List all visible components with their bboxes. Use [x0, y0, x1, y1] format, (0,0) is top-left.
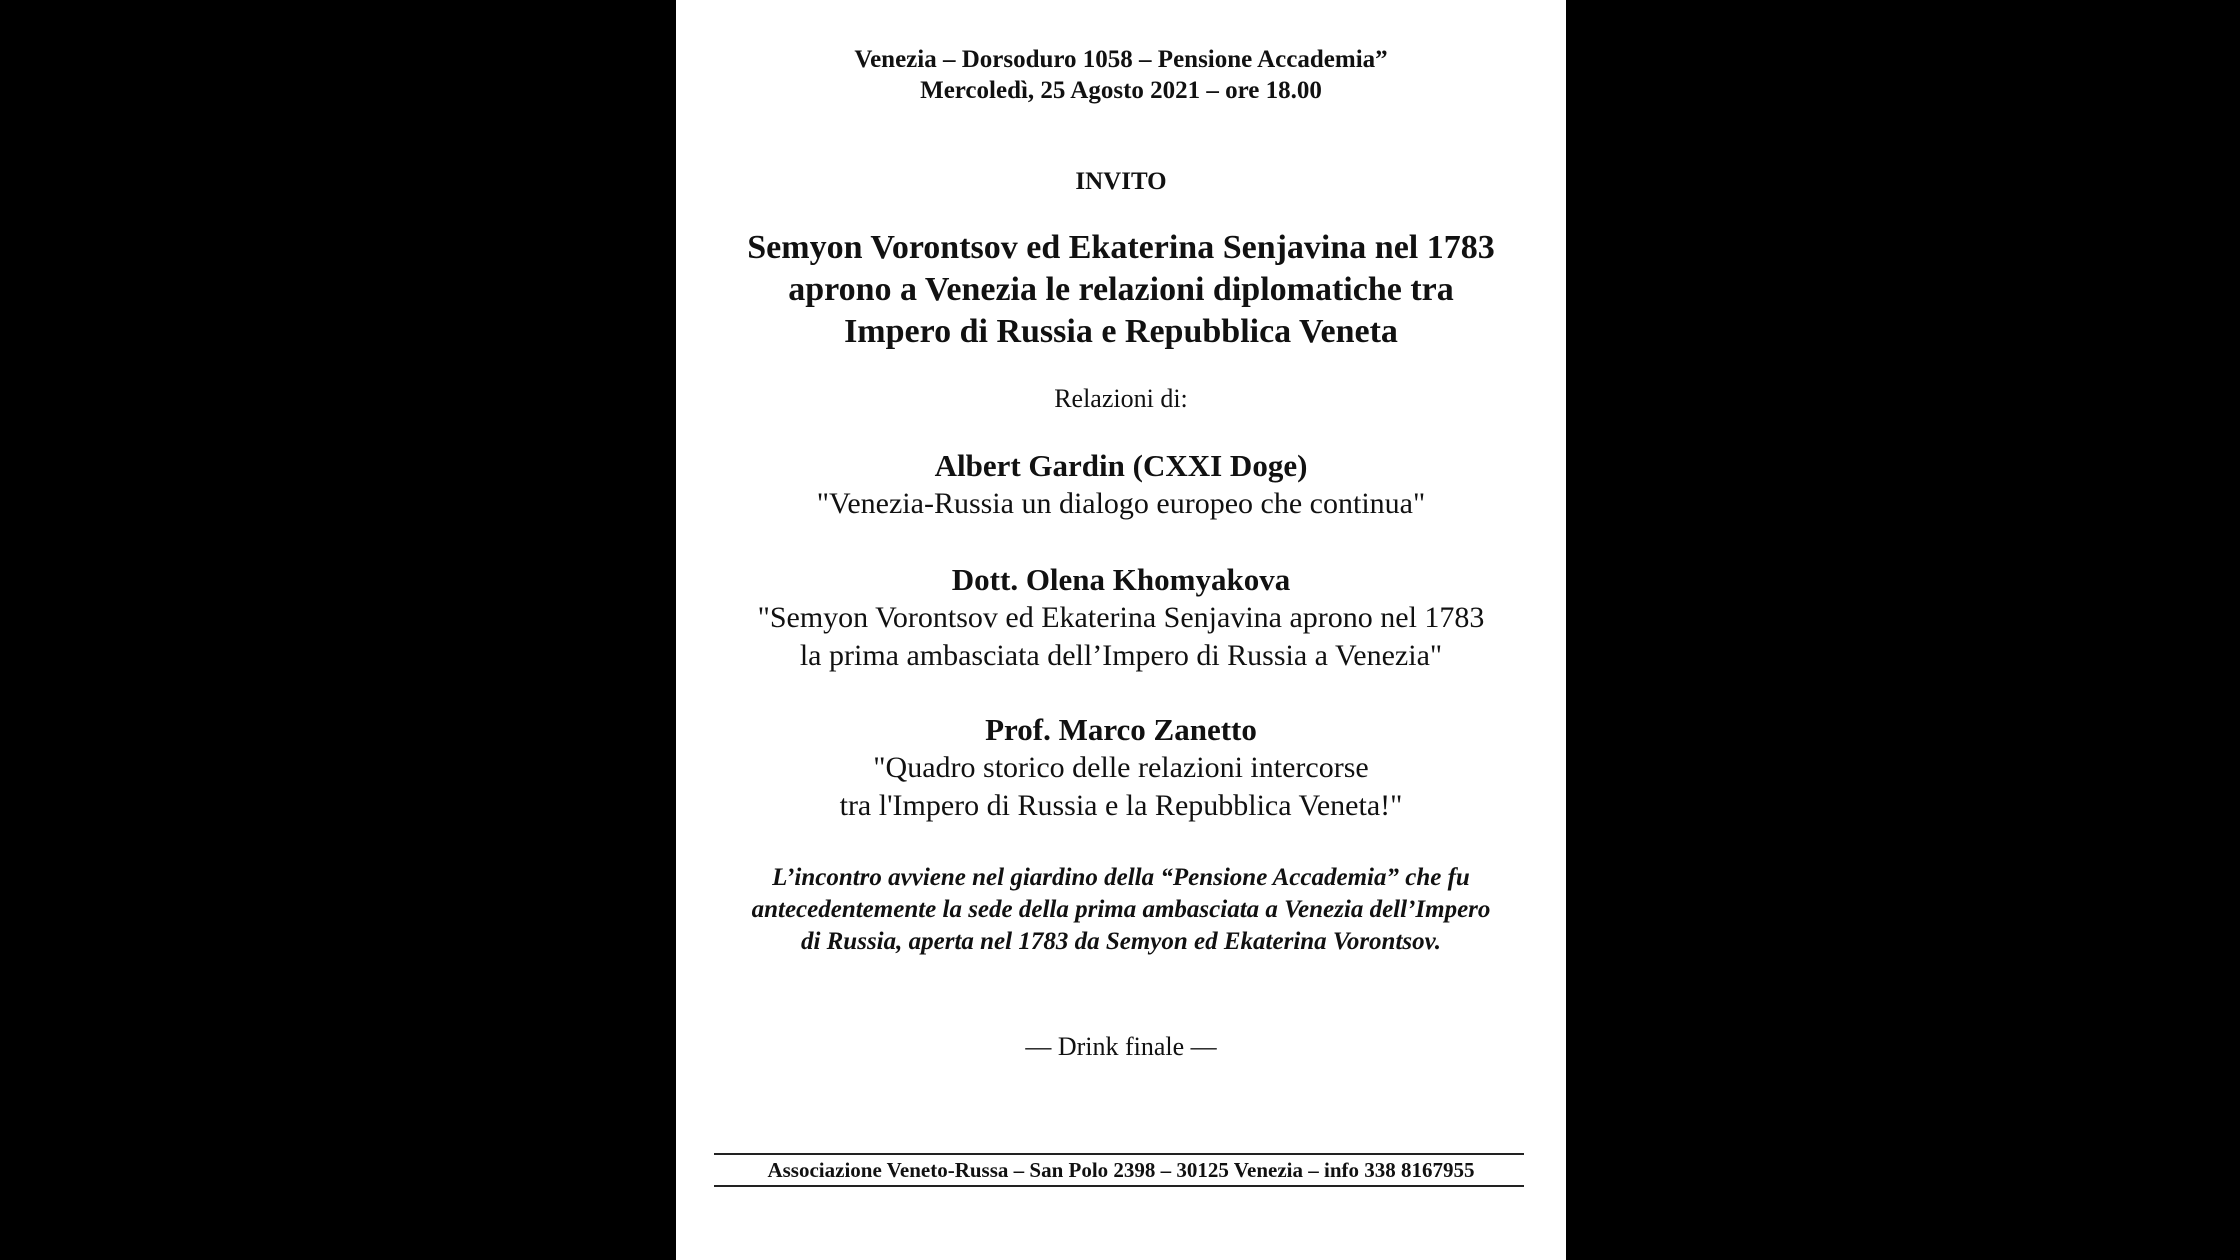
venue-header — [676, 44, 1566, 106]
talk-title — [676, 599, 1566, 675]
talk-title — [676, 485, 1566, 523]
talk-title-line: "Semyon Vorontsov ed Ekaterina Senjavina aprono nel 1783 — [757, 601, 1485, 634]
invitation-page — [676, 0, 1566, 1260]
footer-divider-top — [714, 1153, 1524, 1155]
speaker-block — [676, 447, 1566, 523]
invito-heading: INVITO — [1075, 168, 1167, 195]
talk-title — [676, 749, 1566, 825]
note-line-1: L’incontro avviene nel giardino della “Pensione Accademia” che fu — [772, 864, 1470, 891]
speaker-name: Prof. Marco Zanetto — [985, 712, 1257, 747]
relazioni-label: Relazioni di: — [1054, 384, 1188, 413]
footer-divider-bottom — [714, 1185, 1524, 1187]
talk-title-line: la prima ambasciata dell’Impero di Russia a Venezia" — [799, 639, 1443, 672]
event-datetime: Mercoledì, 25 Agosto 2021 – ore 18.00 — [920, 77, 1322, 104]
title-line-2: aprono a Venezia le relazioni diplomatiche tra — [788, 271, 1454, 308]
note-line-2: antecedentemente la sede della prima ambasciata a Venezia dell’Impero — [751, 896, 1491, 923]
speaker-name: Dott. Olena Khomyakova — [951, 562, 1291, 597]
association-footer: Associazione Veneto-Russa – San Polo 2398 – 30125 Venezia – info 338 8167955 — [767, 1158, 1475, 1182]
talk-title-line: tra l'Impero di Russia e la Repubblica Veneta!" — [839, 789, 1403, 822]
title-line-3: Impero di Russia e Repubblica Veneta — [844, 313, 1398, 350]
speaker-block — [676, 711, 1566, 825]
speaker-block — [676, 561, 1566, 675]
drink-finale: — Drink finale — — [1025, 1032, 1217, 1061]
title-line-1: Semyon Vorontsov ed Ekaterina Senjavina nel 1783 — [747, 229, 1495, 266]
event-title — [676, 227, 1566, 353]
talk-title-line: "Venezia-Russia un dialogo europeo che continua" — [816, 487, 1426, 520]
note-line-3: di Russia, aperta nel 1783 da Semyon ed Ekaterina Vorontsov. — [800, 928, 1442, 955]
talk-title-line: "Quadro storico delle relazioni intercorse — [873, 751, 1369, 784]
venue-note — [676, 862, 1566, 958]
speaker-name: Albert Gardin (CXXI Doge) — [934, 448, 1308, 483]
venue-address: Venezia – Dorsoduro 1058 – Pensione Accademia” — [854, 46, 1388, 73]
